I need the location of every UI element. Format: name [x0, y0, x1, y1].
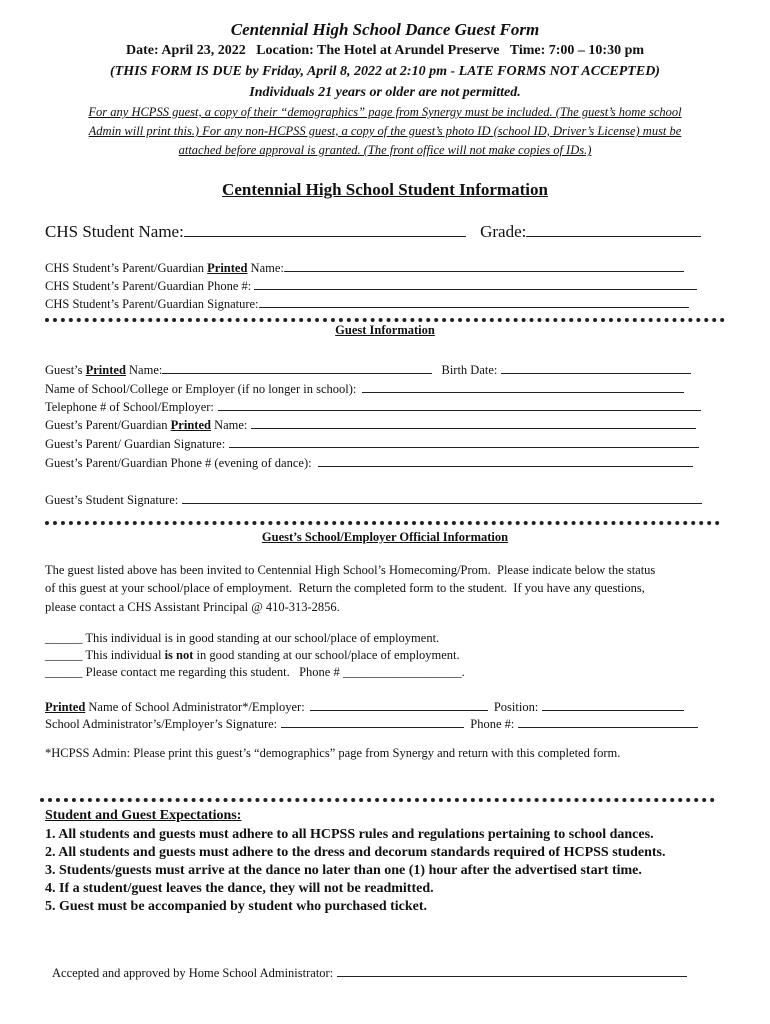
id-note-line-2: Admin will print this.) For any non-HCPSS guest, a copy of the guest’s photo ID (school ID, Driver’s License) must be: [88, 124, 682, 138]
expectation-item: 5. Guest must be accompanied by student who purchased ticket.: [45, 899, 428, 914]
printed-emphasis: Printed: [45, 700, 86, 714]
parent-name-label-prefix: CHS Student’s Parent/Guardian: [45, 261, 208, 275]
guest-name-label-suffix: Name:: [125, 363, 163, 377]
school-telephone-field[interactable]: [218, 398, 701, 411]
grade-field[interactable]: [526, 224, 701, 237]
student-name-field[interactable]: [184, 224, 466, 237]
guest-parent-signature-row: [45, 435, 699, 452]
contact-me-option[interactable]: ______ Please contact me regarding this student. Phone # ___________________.: [45, 665, 465, 679]
admin-signature-label: School Administrator’s/Employer’s Signature:: [45, 717, 278, 731]
official-paragraph-line-3: please contact a CHS Assistant Principal @ 410-313-2856.: [45, 600, 340, 614]
printed-emphasis: Printed: [170, 418, 211, 432]
expectation-item: 1. All students and guests must adhere to all HCPSS rules and regulations pertaining to school dances.: [45, 827, 654, 842]
printed-emphasis: Printed: [85, 363, 126, 377]
guest-parent-name-label-prefix: Guest’s Parent/Guardian: [45, 418, 171, 432]
grade-label: Grade:: [480, 222, 527, 241]
parent-name-field[interactable]: [284, 259, 684, 272]
guest-student-signature-label: Guest’s Student Signature:: [45, 493, 179, 507]
due-date-notice: (THIS FORM IS DUE by Friday, April 8, 2022 at 2:10 pm - LATE FORMS NOT ACCEPTED): [110, 64, 660, 79]
student-name-label: CHS Student Name:: [45, 222, 184, 241]
birth-date-field[interactable]: [501, 361, 691, 374]
expectation-item: 2. All students and guests must adhere to the dress and decorum standards required of HCPSS students.: [45, 845, 666, 860]
guest-parent-phone-label: Guest’s Parent/Guardian Phone # (evening of dance):: [45, 456, 312, 470]
position-field[interactable]: [542, 698, 684, 711]
guest-parent-signature-field[interactable]: [229, 435, 699, 448]
guest-parent-signature-label: Guest’s Parent/ Guardian Signature:: [45, 437, 226, 451]
position-label: Position:: [493, 700, 539, 714]
form-title: Centennial High School Dance Guest Form: [230, 20, 540, 39]
option-2-text-post: in good standing at our school/place of employment.: [193, 648, 460, 662]
admin-phone-label: Phone #:: [470, 717, 515, 731]
good-standing-option[interactable]: ______ This individual is in good standing at our school/place of employment.: [45, 631, 440, 645]
admin-signature-field[interactable]: [281, 715, 464, 728]
age-restriction: Individuals 21 years or older are not permitted.: [249, 85, 521, 100]
parent-name-label-suffix: Name:: [247, 261, 284, 275]
parent-signature-field[interactable]: [259, 295, 689, 308]
guest-school-label: Name of School/College or Employer (if no longer in school):: [45, 382, 357, 396]
event-details: Date: April 23, 2022 Location: The Hotel at Arundel Preserve Time: 7:00 – 10:30 pm: [125, 43, 645, 58]
guest-student-signature-row: [45, 491, 702, 508]
official-paragraph-line-1: The guest listed above has been invited to Centennial High School’s Homecoming/Prom. Please indicate below the status: [45, 563, 656, 577]
parent-phone-row: [45, 277, 697, 294]
option-2-emphasis: is not: [164, 648, 194, 662]
guest-parent-phone-field[interactable]: [318, 454, 693, 467]
parent-signature-label: CHS Student’s Parent/Guardian Signature:: [45, 297, 259, 311]
student-name-row: [45, 222, 701, 242]
guest-name-row: [45, 361, 691, 378]
expectation-item: 3. Students/guests must arrive at the dance no later than one (1) hour after the advertised start time.: [45, 863, 642, 878]
admin-phone-field[interactable]: [518, 715, 698, 728]
id-note-line-1: For any HCPSS guest, a copy of their “demographics” page from Synergy must be included. (The guest’s home school: [88, 105, 682, 119]
parent-name-row: [45, 259, 684, 276]
section-divider: [45, 521, 720, 525]
approval-row: [52, 964, 687, 981]
school-telephone-label: Telephone # of School/Employer:: [45, 400, 214, 414]
section-divider: [40, 798, 715, 802]
approval-label: Accepted and approved by Home School Administrator:: [52, 966, 334, 980]
official-paragraph-line-2: of this guest at your school/place of employment. Return the completed form to the student. If you have any questions,: [45, 581, 645, 595]
admin-signature-row: [45, 715, 698, 732]
hcpss-admin-footnote: *HCPSS Admin: Please print this guest’s “demographics” page from Synergy and return with this completed form.: [45, 746, 621, 760]
student-section-heading: Centennial High School Student Information: [222, 180, 548, 199]
official-section-heading: Guest’s School/Employer Official Information: [261, 530, 509, 544]
parent-phone-label: CHS Student’s Parent/Guardian Phone #:: [45, 279, 252, 293]
birth-date-label: Birth Date:: [441, 363, 498, 377]
guest-student-signature-field[interactable]: [182, 491, 702, 504]
guest-parent-name-row: [45, 416, 696, 433]
not-good-standing-option[interactable]: [45, 648, 460, 663]
parent-phone-field[interactable]: [254, 277, 697, 290]
guest-name-label-prefix: Guest’s: [45, 363, 86, 377]
admin-name-row: [45, 698, 684, 715]
guest-parent-name-field[interactable]: [251, 416, 696, 429]
guest-school-row: [45, 380, 684, 397]
guest-parent-name-label-suffix: Name:: [210, 418, 248, 432]
admin-name-label: Name of School Administrator*/Employer:: [85, 700, 305, 714]
id-note-line-3: attached before approval is granted. (The front office will not make copies of IDs.): [178, 143, 592, 157]
guest-name-field[interactable]: [162, 361, 432, 374]
admin-name-field[interactable]: [310, 698, 488, 711]
expectation-item: 4. If a student/guest leaves the dance, they will not be readmitted.: [45, 881, 434, 896]
approval-signature-field[interactable]: [337, 964, 687, 977]
guest-section-heading: Guest Information: [335, 323, 435, 337]
expectations-heading: Student and Guest Expectations:: [45, 808, 242, 823]
printed-emphasis: Printed: [207, 261, 248, 275]
guest-parent-phone-row: [45, 454, 693, 471]
school-telephone-row: [45, 398, 701, 415]
option-2-text-pre: ______ This individual: [45, 648, 165, 662]
section-divider: [45, 318, 725, 322]
parent-signature-row: [45, 295, 689, 312]
guest-school-field[interactable]: [362, 380, 684, 393]
